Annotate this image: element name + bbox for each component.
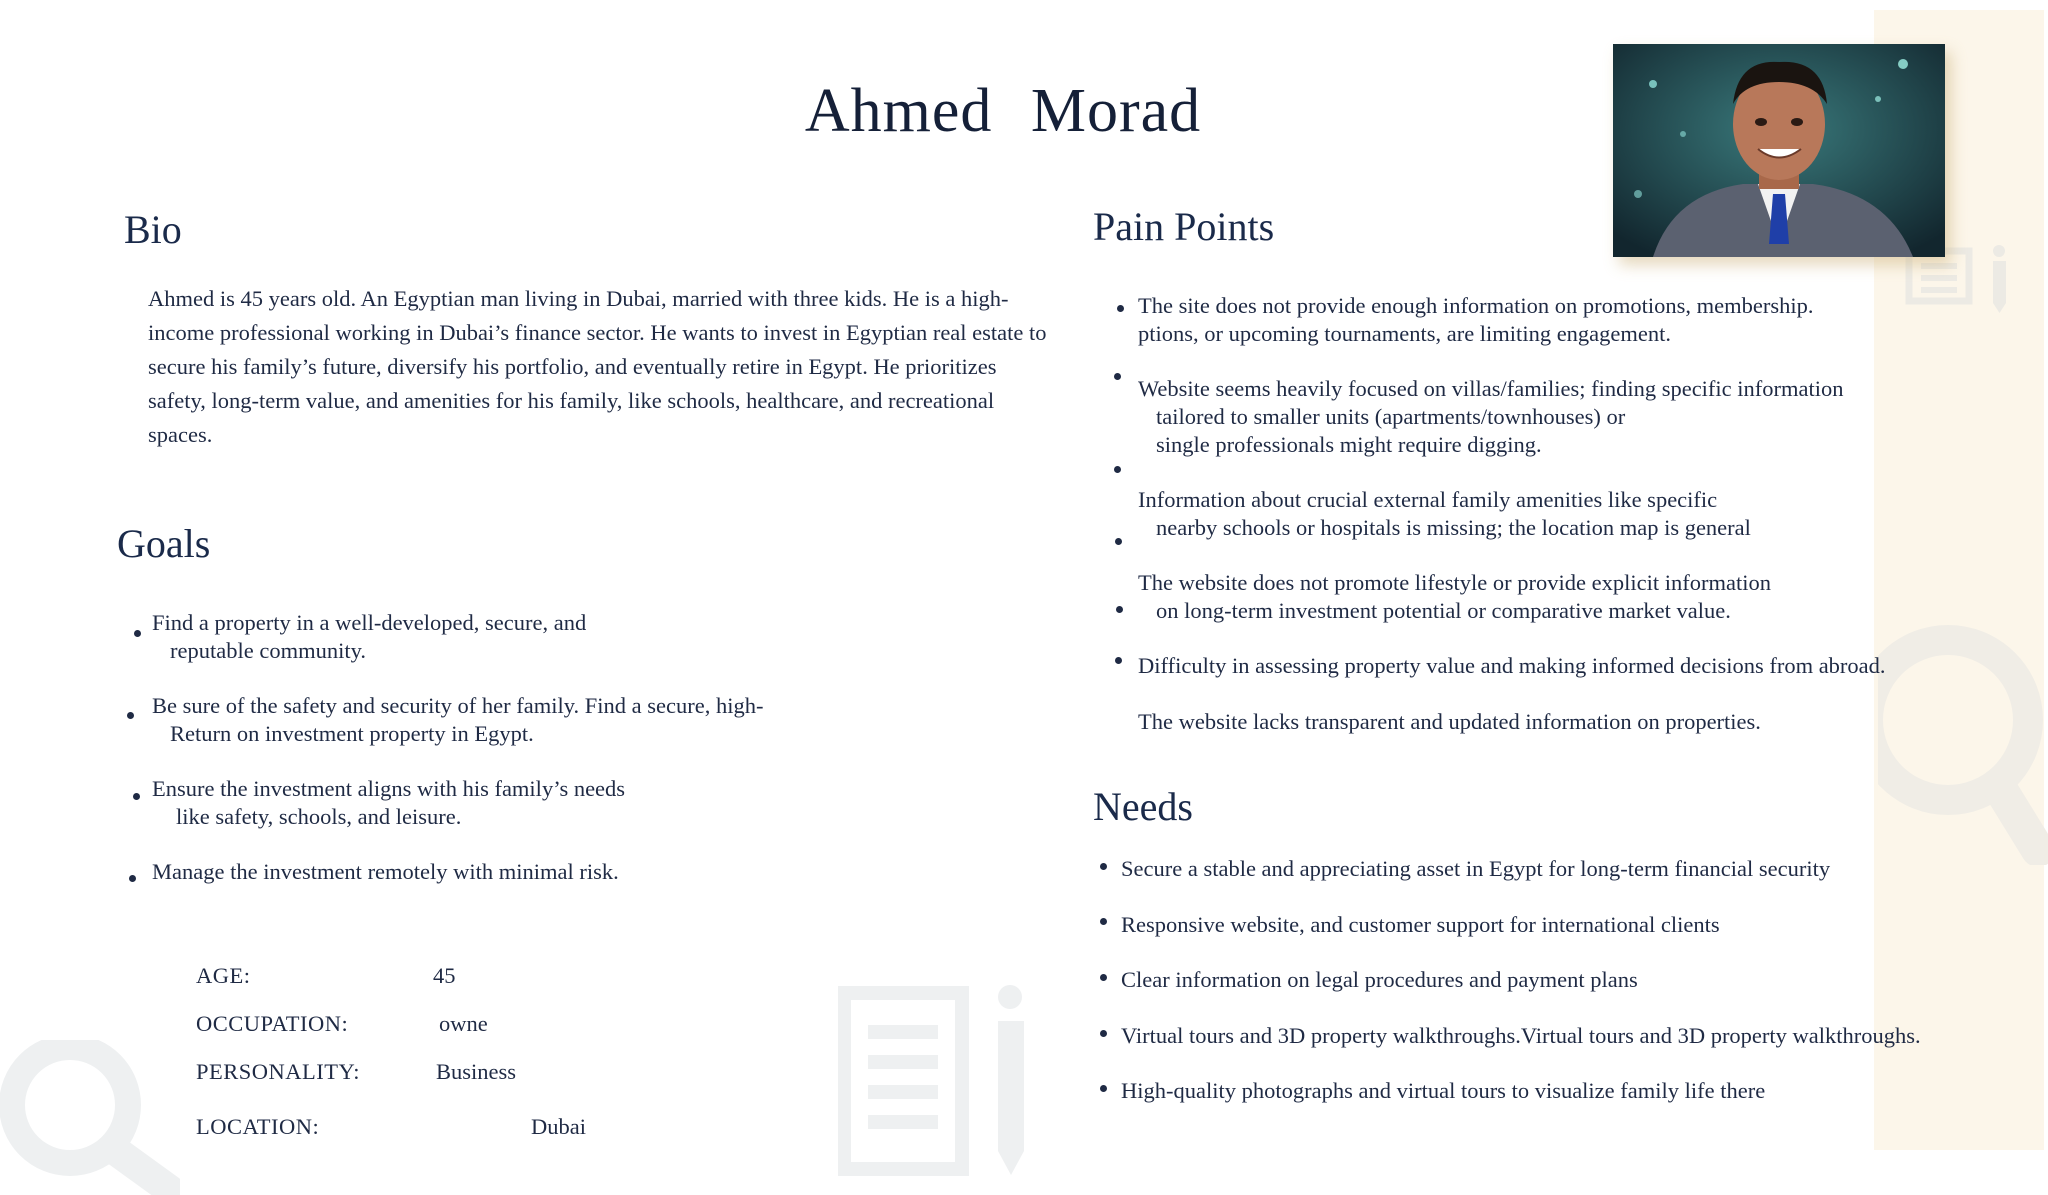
goal-item [152,858,619,886]
bullet-dot [133,793,140,800]
pain-point-line: Website seems heavily focused on villas/families; finding specific information [1138,376,1844,401]
goal-item-line: Find a property in a well-developed, secure, and [152,610,587,635]
magnifier-icon-large [1878,625,2048,870]
bullet-dot [1117,305,1124,312]
need-item: High-quality photographs and virtual tours to visualize family life there [1121,1078,1766,1103]
pain-points-heading: Pain Points [1093,204,1275,249]
pain-point-line: nearby schools or hospitals is missing; the location map is general [1156,515,1751,540]
goal-item-line: Manage the investment remotely with minimal risk. [152,859,619,884]
goal-item-line: Ensure the investment aligns with his family’s needs [152,776,626,801]
goal-item [152,609,586,665]
bullet-dot [1100,1030,1107,1037]
location-value: Dubai [531,1114,586,1139]
bullet-dot [1114,466,1121,473]
bullet-dot [1100,918,1107,925]
goal-item [152,775,625,831]
bio-text: Ahmed is 45 years old. An Egyptian man living in Dubai, married with three kids. He is a high-income professional working in Dubai’s finance sector. He wants to invest in Egyptian real estate to secure his family’s future, diversify his portfolio, and eventually retire in Egypt. He prioritizes safety, long-term value, and amenities for his family, like schools, healthcare, and recreational spaces. [148,286,1047,447]
bullet-dot [1115,657,1122,664]
goal-item-line: reputable community. [170,638,366,663]
bullet-dot [1114,373,1121,380]
bullet-dot [129,875,136,882]
goal-item [152,692,763,748]
pain-point-line: The website lacks transparent and updated information on properties. [1138,709,1761,734]
occupation-label: OCCUPATION: [196,1011,349,1036]
pain-point-line: Difficulty in assessing property value and making informed decisions from abroad. [1138,653,1886,678]
pain-point-line: tailored to smaller units (apartments/townhouses) or [1156,404,1626,429]
goals-heading: Goals [117,521,211,566]
bullet-dot [1100,1085,1107,1092]
persona-name: Ahmed Morad [804,77,1202,145]
document-icon [838,985,1033,1180]
need-item: Clear information on legal procedures and payment plans [1121,967,1638,992]
pain-point-line: single professionals might require digging. [1156,432,1542,457]
bio-heading: Bio [124,207,182,252]
goal-item-line: like safety, schools, and leisure. [176,804,462,829]
bullet-dot [1100,974,1107,981]
age-value: 45 [433,963,456,988]
need-item: Secure a stable and appreciating asset in Egypt for long-term financial security [1121,856,1831,881]
needs-heading: Needs [1093,784,1193,829]
bullet-dot [127,712,134,719]
goal-item-line: Be sure of the safety and security of her family. Find a secure, high- [152,693,764,718]
magnifier-icon [0,1040,180,1195]
bullet-dot [134,630,141,637]
pain-point-line: Information about crucial external family amenities like specific [1138,487,1718,512]
pain-point-line: The site does not provide enough information on promotions, membership. [1138,293,1814,318]
personality-value: Business [436,1059,517,1084]
age-label: AGE: [196,963,251,988]
personality-label: PERSONALITY: [196,1059,360,1084]
pain-point-line: on long-term investment potential or comparative market value. [1156,598,1731,623]
pain-point-line: The website does not promote lifestyle or provide explicit information [1138,570,1771,595]
need-item: Virtual tours and 3D property walkthroughs.Virtual tours and 3D property walkthroughs. [1121,1023,1921,1048]
bullet-dot [1100,863,1107,870]
goal-item-line: Return on investment property in Egypt. [170,721,534,746]
occupation-value: owne [439,1011,488,1036]
bullet-dot [1115,538,1122,545]
location-label: LOCATION: [196,1114,320,1139]
need-item: Responsive website, and customer support for international clients [1121,912,1720,937]
pain-point-line: ptions, or upcoming tournaments, are limiting engagement. [1138,321,1672,346]
bullet-dot [1116,606,1123,613]
